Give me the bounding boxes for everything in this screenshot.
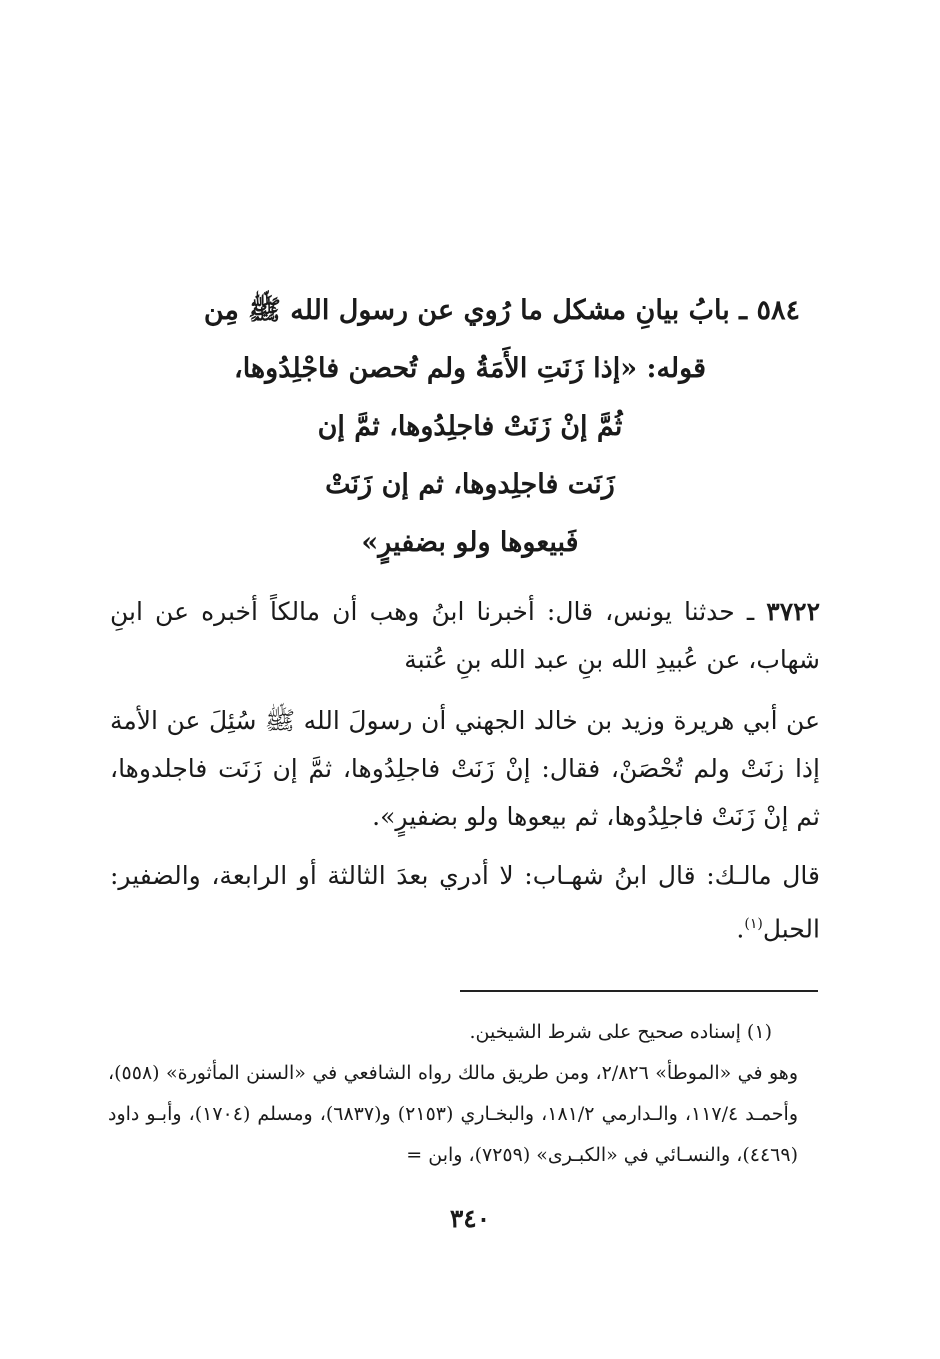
- hadith-matn-text: عن أبي هريرة وزيد بن خالد الجهني أن رسولَ الله ﷺ سُئِلَ عن الأمة إذا زنَتْ ولم تُحْصَنْ، فقال: إنْ زَنَتْ فاجلِدُوها، ثمَّ إن زَنَت فاجلدوها، ثم إنْ زَنَتْ فاجلِدُوها، ثم بيعوها ولو بضفيرٍ».: [110, 706, 820, 831]
- hadith-isnad-text: ـ حدثنا يونس، قال: أخبرنا ابنُ وهب أن مالكاً أخبره عن ابنِ شهاب، عن عُبيدِ الله بنِ عبد الله بنِ عُتبة: [110, 597, 820, 674]
- hadith-matn-paragraph: [110, 697, 820, 841]
- hadith-comment-end: .: [736, 914, 745, 944]
- hadith-comment-text: قال مالـك: قال ابنُ شهـاب: لا أدري بعدَ الثالثة أو الرابعة، والضفير: الحبل: [110, 861, 820, 944]
- hadith-comment-paragraph: [110, 852, 820, 953]
- footnote-1-sources: وهو في «الموطأ» ٢/٨٢٦، ومن طريق مالك رواه الشافعي في «السنن المأثورة» (٥٥٨)، وأحمـد ١١٧/٤، والـدارمي ١٨١/٢، والبخـاري (٢١٥٣) و(٦٨٣٧)، ومسلم (١٧٠٤)، وأبـو داود (٤٤٦٩)، والنسـائي في «الكبـرى» (٧٢٥٩)، وابن =: [108, 1062, 799, 1166]
- hadith-isnad-paragraph: [110, 588, 820, 684]
- page-number: ٣٤٠: [449, 1204, 491, 1233]
- chapter-heading-line-3: ثُمَّ إنْ زَنَتْ فاجلِدُوها، ثمَّ إن: [317, 411, 623, 442]
- chapter-heading-line-2: قوله: «إذا زَنَتِ الأَمَةُ ولم تُحصن فاجْلِدُوها،: [233, 353, 707, 384]
- footnotes-section: [108, 1012, 820, 1176]
- footnote-marker: (١): [744, 916, 763, 932]
- chapter-heading-line-4: زَنَت فاجلِدوها، ثم إن زَنَتْ: [325, 469, 615, 500]
- chapter-heading-line-5: فَبيعوها ولو بضفيرٍ»: [361, 527, 579, 558]
- hadith-number: ٣٧٢٢: [766, 597, 820, 626]
- footnote-divider: [460, 990, 818, 992]
- chapter-heading-line-1: ٥٨٤ ـ بابُ بيانِ مشكل ما رُوي عن رسول الله ﷺ مِن: [203, 295, 800, 326]
- footnote-1: (١) إسناده صحيح على شرط الشيخين.: [469, 1021, 772, 1043]
- chapter-heading: [140, 282, 800, 572]
